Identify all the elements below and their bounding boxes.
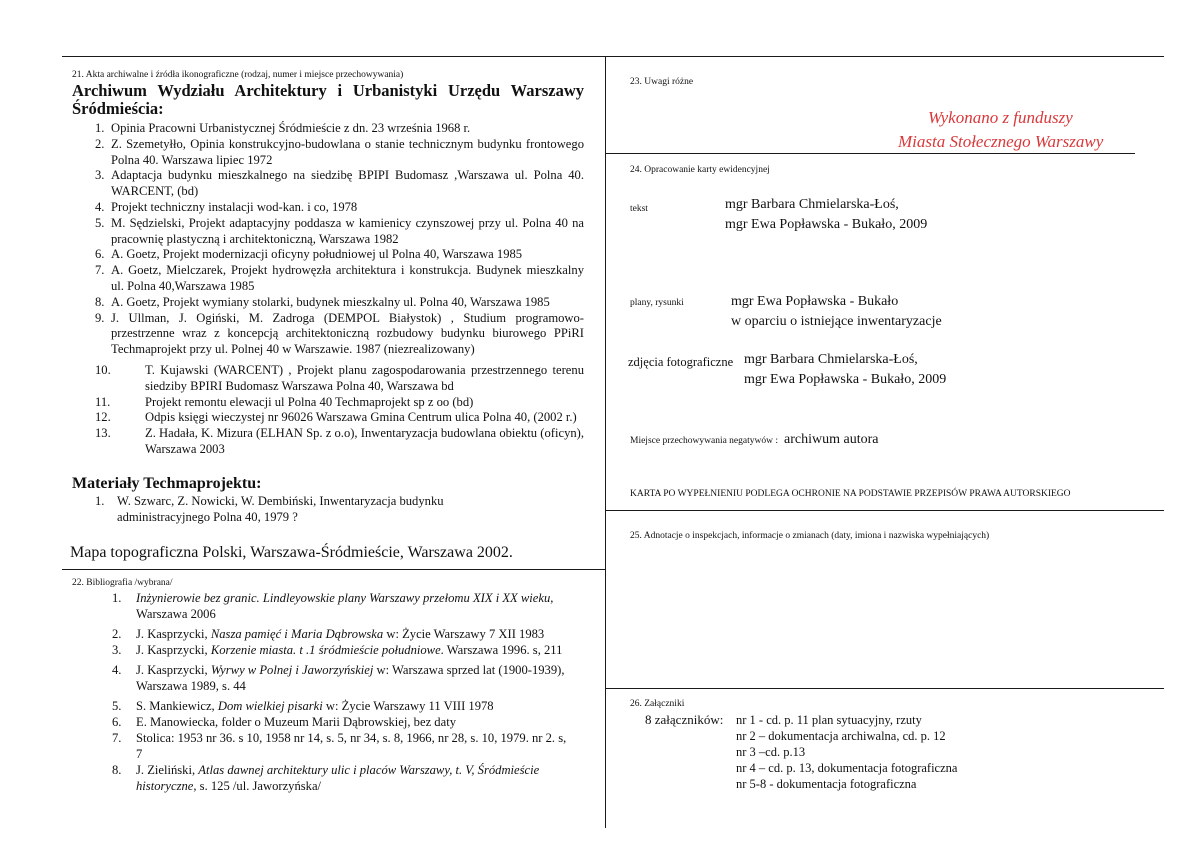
tekst-author-2: mgr Ewa Popławska - Bukało, 2009 [725,217,928,232]
list-item: 4. J. Kasprzycki, Wyrwy w Polnej i Jaworzyńskiej w: Warszawa sprzed lat (1900-1939), Warszawa 1989, s. 44 [112,663,565,693]
list-item: 1. W. Szwarc, Z. Nowicki, W. Dembiński, Inwentaryzacja budynku administracyjnego Polna 40, 1979 ? [95,494,444,524]
plany-note: w oparciu o istniejące inwentaryzacje [731,314,942,329]
s26-label: 26. Załączniki [630,699,685,709]
attachments-list [736,712,957,792]
divider-24-25 [605,510,1164,511]
s23-label: 23. Uwagi różne [630,77,694,87]
list-item: 3. Adaptacja budynku mieszkalnego na siedzibę BPIPI Budomasz ,Warszawa ul. Polna 40. WARCENT, (bd) [95,168,584,199]
zdjecia-author-2: mgr Ewa Popławska - Bukało, 2009 [744,372,947,387]
s25-label: 25. Adnotacje o inspekcjach, informacje o zmianach (daty, imiona i nazwiska wypełniających) [630,531,990,541]
s21-heading-techmaprojekt: Materiały Techmaprojektu: [72,475,262,492]
tekst-label: tekst [630,204,648,214]
s21-heading-line1: Archiwum Wydziału Architektury i Urbanistyki Urzędu Warszawy [72,81,584,100]
list-item: nr 1 - cd. p. 11 plan sytuacyjny, rzuty [736,713,922,727]
negatywy-label: Miejsce przechowywania negatywów : [630,436,778,446]
zdjecia-label: zdjęcia fotograficzne [628,355,734,369]
s24-label: 24. Opracowanie karty ewidencyjnej [630,165,770,175]
list-item: 5. M. Sędzielski, Projekt adaptacyjny poddasza w kamienicy czynszowej przy ul. Polna 40 na pracownię plastyczną i architektoniczną, Warszawa 1982 [95,215,584,246]
top-border-line [62,56,1164,57]
list-item: nr 4 – cd. p. 13, dokumentacja fotograficzna [736,761,958,775]
divider-25-26 [605,688,1164,689]
list-item: 6. E. Manowiecka, folder o Muzeum Marii Dąbrowskiej, bez daty [112,715,456,729]
list-item: 8. A. Goetz, Projekt wymiany stolarki, budynek mieszkalny ul. Polna 40, Warszawa 1985 [95,294,550,309]
s21-heading-line2: Śródmieścia: [72,99,164,118]
plany-label: plany, rysunki [630,298,684,308]
plany-author: mgr Ewa Popławska - Bukało [731,294,899,309]
list-item: 4. Projekt techniczny instalacji wod-kan. i co, 1978 [95,199,358,214]
s21-heading [72,82,584,118]
list-item: nr 2 – dokumentacja archiwalna, cd. p. 12 [736,729,946,743]
list-item: 8. J. Zieliński, Atlas dawnej architektury ulic i placów Warszawy, t. V, Śródmieście historyczne, s. 125 /ul. Jaworzyńska/ [112,763,540,793]
list-item: 9. J. Ullman, J. Ogiński, M. Zadroga (DEMPOL Białystok) , Studium programowo-przestrzenne wraz z koncepcją architektoniczną rozbudowy budynku biurowego PPiRI Techmaprojekt przy ul. Polnej 40 w Warszawie. 1987 (niezrealizowany) [95,310,584,357]
funding-stamp-line2: Miasta Stołecznego Warszawy [898,132,1104,151]
map-line: Mapa topograficzna Polski, Warszawa-Śródmieście, Warszawa 2002. [70,544,513,561]
s22-list [112,590,574,794]
s22-label: 22. Bibliografia /wybrana/ [72,578,173,588]
list-item: 3. J. Kasprzycki, Korzenie miasta. t .1 śródmieście południowe. Warszawa 1996. s, 211 [112,643,563,657]
list-item: nr 3 –cd. p.13 [736,745,806,759]
list-item: 1. Inżynierowie bez granic. Lindleyowskie plany Warszawy przełomu XIX i XX wieku, Warszawa 2006 [112,591,554,621]
list-item: 13. Z. Hadała, K. Mizura (ELHAN Sp. z o.o), Inwentaryzacja budowlana obiektu (oficyn), Warszawa 2003 [95,426,584,456]
negatywy-value: archiwum autora [784,432,879,447]
s21-list-techmaprojekt [95,494,515,526]
list-item: 7. A. Goetz, Mielczarek, Projekt hydrowęzła architektura i konstrukcja. Budynek mieszkalny ul. Polna 40,Warszawa 1985 [95,263,584,293]
list-item: 12. Odpis księgi wieczystej nr 96026 Warszawa Gmina Centrum ulica Polna 40, (2002 r.) [95,410,577,425]
list-item: 7. Stolica: 1953 nr 36. s 10, 1958 nr 14, s. 5, nr 34, s. 8, 1966, nr 28, s. 10, 1979. nr 2. s, 7 [112,731,567,761]
s21-list [95,121,584,358]
list-item: 11. Projekt remontu elewacji ul Polna 40 Techmaprojekt sp z oo (bd) [95,394,474,409]
copyright-notice: KARTA PO WYPEŁNIENIU PODLEGA OCHRONIE NA PODSTAWIE PRZEPISÓW PRAWA AUTORSKIEGO [630,489,1071,499]
list-item: nr 5-8 - dokumentacja fotograficzna [736,777,917,791]
tekst-author-1: mgr Barbara Chmielarska-Łoś, [725,197,899,212]
s21-list-wide [95,363,584,458]
list-item: 5. S. Mankiewicz, Dom wielkiej pisarki w: Życie Warszawy 11 VIII 1978 [112,699,494,713]
s21-label: 21. Akta archiwalne i źródła ikonograficzne (rodzaj, numer i miejsce przechowywania) [72,70,404,80]
divider-23-24 [605,153,1135,154]
negatywy-row [630,430,878,448]
attachments-count: 8 załączników: [645,712,724,727]
center-divider-line [605,56,606,828]
funding-stamp-line1: Wykonano z funduszy [928,108,1073,127]
list-item: 6. A. Goetz, Projekt modernizacji oficyny południowej ul Polna 40, Warszawa 1985 [95,247,523,262]
list-item: 1. Opinia Pracowni Urbanistycznej Śródmieście z dn. 23 września 1968 r. [95,121,471,135]
list-item: 10. T. Kujawski (WARCENT) , Projekt planu zagospodarowania przestrzennego terenu siedziby BPIRI Budomasz Warszawa Polna 40, Warszawa bd [95,363,584,393]
list-item: 2. J. Kasprzycki, Nasza pamięć i Maria Dąbrowska w: Życie Warszawy 7 XII 1983 [112,627,545,641]
list-item: 2. Z. Szemetyłło, Opinia konstrukcyjno-budowlana o stanie technicznym budynku frontowego Polna 40. Warszawa lipiec 1972 [95,136,584,167]
divider-21-22 [62,569,605,570]
zdjecia-author-1: mgr Barbara Chmielarska-Łoś, [744,352,918,367]
